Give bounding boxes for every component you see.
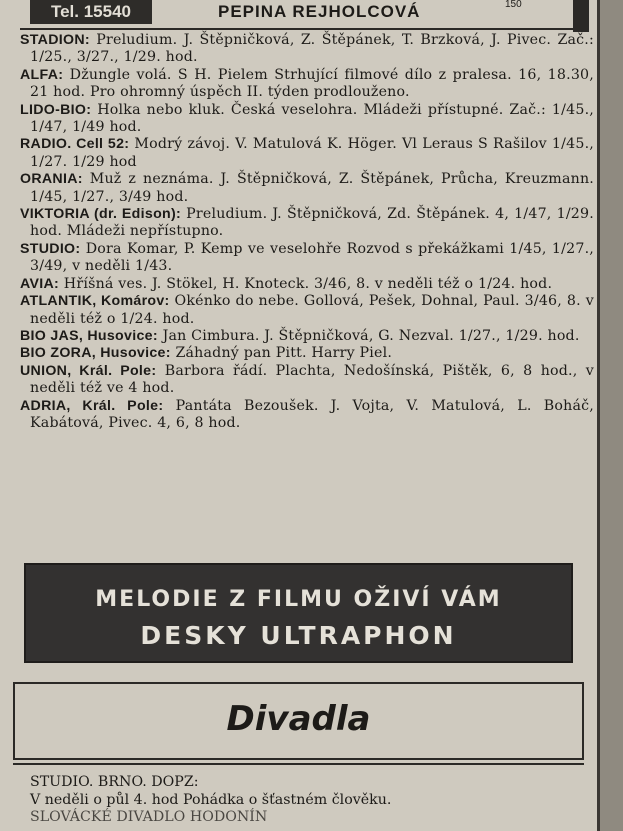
- listing-stadion: [18, 32, 594, 67]
- listing-radio: [18, 136, 594, 171]
- listing-adria: [18, 398, 594, 433]
- listing-union: [18, 363, 594, 398]
- venue-name: ADRIA, Král. Pole:: [20, 397, 164, 414]
- cinema-listings: [18, 32, 594, 432]
- studio-line: V neděli o půl 4. hod Pohádka o šťastném člověku.: [30, 791, 392, 808]
- listing-studio: [18, 241, 594, 276]
- phone-box: Tel. 15540: [30, 0, 152, 24]
- venue-name: LIDO-BIO:: [20, 101, 92, 118]
- venue-name: AVIA:: [20, 275, 60, 292]
- listing-avia: [18, 276, 594, 293]
- listing-text: Jan Cimbura. J. Štěpničková, G. Nezval. 1/27., 1/29. hod.: [162, 327, 580, 344]
- listing-alfa: [18, 67, 594, 102]
- listing-text: Barbora řádí. Plachta, Nedošínská, Pištěk, 6, 8 hod., v neděli též ve 4 hod.: [30, 362, 595, 397]
- header-name: PEPINA REJHOLCOVÁ: [218, 2, 421, 21]
- listing-bio-jas: [18, 328, 594, 345]
- listing-text: Záhadný pan Pitt. Harry Piel.: [175, 345, 393, 362]
- listing-text: Preludium. J. Štěpničková, Z. Štěpánek, T. Brzková, J. Pivec. Zač.: 1/25., 3/27., 1/29. hod.: [30, 32, 594, 66]
- listing-text: Pantáta Bezoušek. J. Vojta, V. Matulová, L. Boháč, Kabátová, Pivec. 4, 6, 8 hod.: [30, 397, 594, 431]
- header-rule: [20, 28, 580, 30]
- theatre-title: Divadla: [226, 699, 371, 739]
- venue-name: RADIO. Cell 52:: [20, 136, 130, 153]
- venue-name: VIKTORIA (dr. Edison):: [20, 206, 182, 223]
- listing-atlantik: [18, 293, 594, 328]
- theatre-heading-box: [13, 682, 584, 760]
- studio-theatre-listing: [30, 774, 590, 827]
- venue-name: STADION:: [20, 32, 90, 48]
- page-number: 150: [505, 0, 522, 10]
- listing-text: Muž z neznáma. J. Štěpničková, Z. Štěpánek, Průcha, Kreuzmann. 1/45, 1/27., 3/49 hod.: [30, 171, 594, 205]
- studio-cut-line: SLOVÁCKÉ DIVADLO HODONÍN: [30, 809, 268, 826]
- venue-name: BIO JAS, Husovice:: [20, 327, 158, 344]
- venue-name: ALFA:: [20, 66, 64, 83]
- listing-text: Dora Komar, P. Kemp ve veselohře Rozvod s překážkami 1/45, 1/27., 3/49, v neděli 1/43.: [30, 240, 594, 275]
- venue-name: ORANIA:: [20, 171, 83, 188]
- listing-text: Okénko do nebe. Gollová, Pešek, Dohnal, Paul. 3/46, 8. v neděli též o 1/24. hod.: [30, 293, 594, 327]
- venue-name: STUDIO:: [20, 240, 81, 257]
- advert-line-2: DESKY ULTRAPHON: [140, 621, 457, 650]
- listing-text: Preludium. J. Štěpničková, Zd. Štěpánek. 4, 1/47, 1/29. hod. Mládeži nepřístupno.: [30, 206, 594, 240]
- ultraphon-advert: [24, 563, 573, 663]
- studio-venue: STUDIO. BRNO. DOPZ:: [30, 774, 199, 790]
- listing-bio-zora: [18, 345, 594, 362]
- listing-lido-bio: [18, 102, 594, 137]
- venue-name: BIO ZORA, Husovice:: [20, 345, 171, 362]
- listing-text: Džungle volá. S H. Pielem Strhující filmové dílo z pralesa. 16, 18.30, 21 hod. Pro ohromný úspěch II. týden prodlouženo.: [30, 66, 594, 101]
- page-header: [0, 0, 600, 30]
- listing-orania: [18, 171, 594, 206]
- listing-text: Holka nebo kluk. Česká veselohra. Mládeži přístupné. Zač.: 1/45., 1/47, 1/49 hod.: [30, 101, 594, 136]
- venue-name: UNION, Král. Pole:: [20, 362, 157, 379]
- listing-viktoria: [18, 206, 594, 241]
- venue-name: ATLANTIK, Komárov:: [20, 293, 170, 310]
- listing-text: Hříšná ves. J. Stökel, H. Knoteck. 3/46, 8. v neděli též o 1/24. hod.: [63, 275, 553, 292]
- advert-line-1: MELODIE Z FILMU OŽIVÍ VÁM: [95, 587, 502, 612]
- theatre-rule: [13, 763, 584, 765]
- listing-text: Modrý závoj. V. Matulová K. Höger. Vl Leraus S Rašilov 1/45., 1/27. 1/29 hod: [30, 136, 594, 170]
